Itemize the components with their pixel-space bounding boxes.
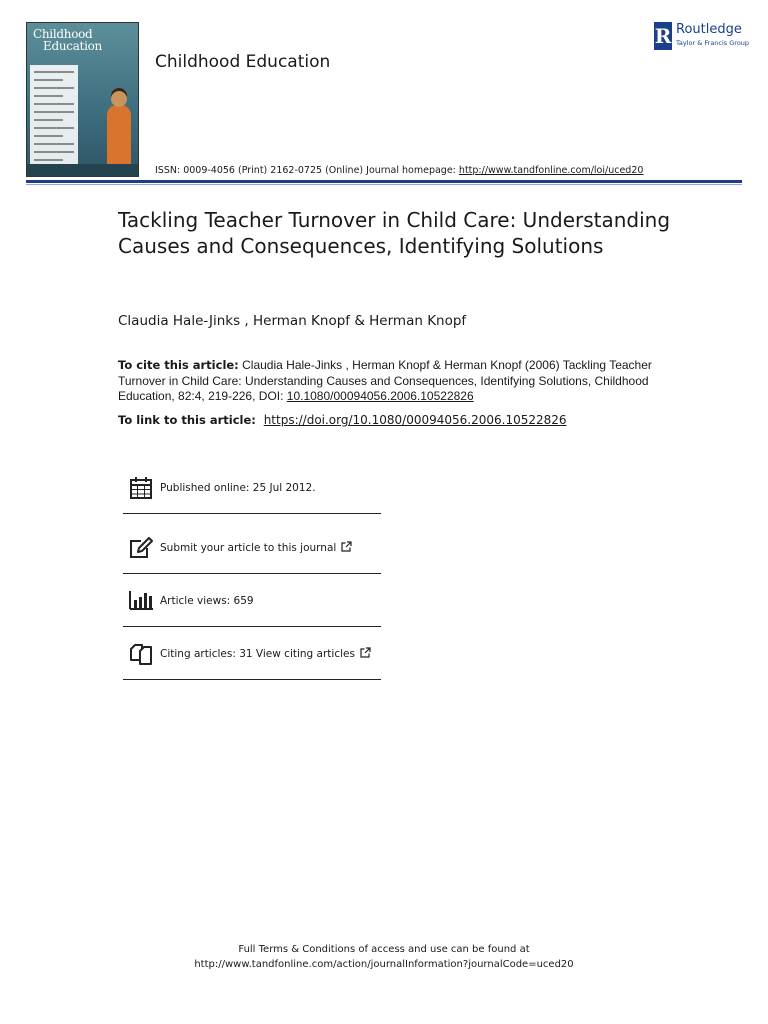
citation-block: [118, 358, 658, 405]
edit-icon: [127, 535, 155, 561]
article-views-text: Article views: 659: [160, 594, 254, 607]
cover-child-figure: [107, 105, 131, 165]
submit-article-row[interactable]: [123, 522, 381, 574]
submit-article-link[interactable]: Submit your article to this journal: [160, 541, 352, 554]
cite-text: Claudia Hale-Jinks , Herman Knopf & Herman Knopf (2006) Tackling Teacher Turnover in Child Care: Understanding Causes and Consequences, Identifying Solutions, Childhood Education, 82:4, 219-226, DOI:: [118, 358, 652, 403]
article-authors: Claudia Hale-Jinks , Herman Knopf & Herman Knopf: [118, 313, 467, 329]
routledge-logo-icon: R: [654, 24, 672, 48]
cover-contents-panel: [30, 65, 78, 173]
cover-title: Childhood Education: [33, 27, 102, 53]
published-online-text: Published online: 25 Jul 2012.: [160, 481, 316, 494]
issn-text: ISSN: 0009-4056 (Print) 2162-0725 (Online) Journal homepage:: [155, 165, 459, 176]
journal-name: Childhood Education: [155, 52, 331, 72]
external-link-icon: [341, 541, 352, 552]
citing-articles-icon: [127, 641, 155, 667]
article-views-row: [123, 575, 381, 627]
journal-homepage-link[interactable]: http://www.tandfonline.com/loi/uced20: [458, 165, 644, 176]
link-label: To link to this article:: [118, 413, 256, 427]
bar-chart-icon: [127, 588, 155, 614]
citing-articles-link[interactable]: Citing articles: 31 View citing articles: [160, 647, 371, 660]
cite-label: To cite this article:: [118, 358, 239, 372]
cite-doi-link[interactable]: 10.1080/00094056.2006.10522826: [286, 389, 474, 403]
header-divider: [26, 180, 742, 183]
terms-footer-line1: Full Terms & Conditions of access and use can be found at: [238, 944, 530, 955]
article-link-line: [118, 413, 567, 427]
cover-footer-band: [27, 164, 138, 176]
calendar-icon: [127, 475, 155, 501]
terms-footer: [0, 942, 768, 972]
published-online-row: [123, 462, 381, 514]
journal-cover-image: [26, 22, 139, 177]
issn-line: [155, 165, 643, 176]
article-doi-link[interactable]: https://doi.org/10.1080/00094056.2006.10522826: [263, 413, 567, 427]
publisher-logo: [654, 22, 750, 50]
terms-footer-link[interactable]: http://www.tandfonline.com/action/journalInformation?journalCode=uced20: [194, 959, 574, 970]
citing-articles-row[interactable]: [123, 628, 381, 680]
publisher-group: Taylor & Francis Group: [676, 39, 750, 47]
external-link-icon: [360, 647, 371, 658]
publisher-name: Routledge: [676, 22, 742, 37]
article-title: Tackling Teacher Turnover in Child Care: Understanding Causes and Consequences, Identifying Solutions: [118, 208, 671, 258]
